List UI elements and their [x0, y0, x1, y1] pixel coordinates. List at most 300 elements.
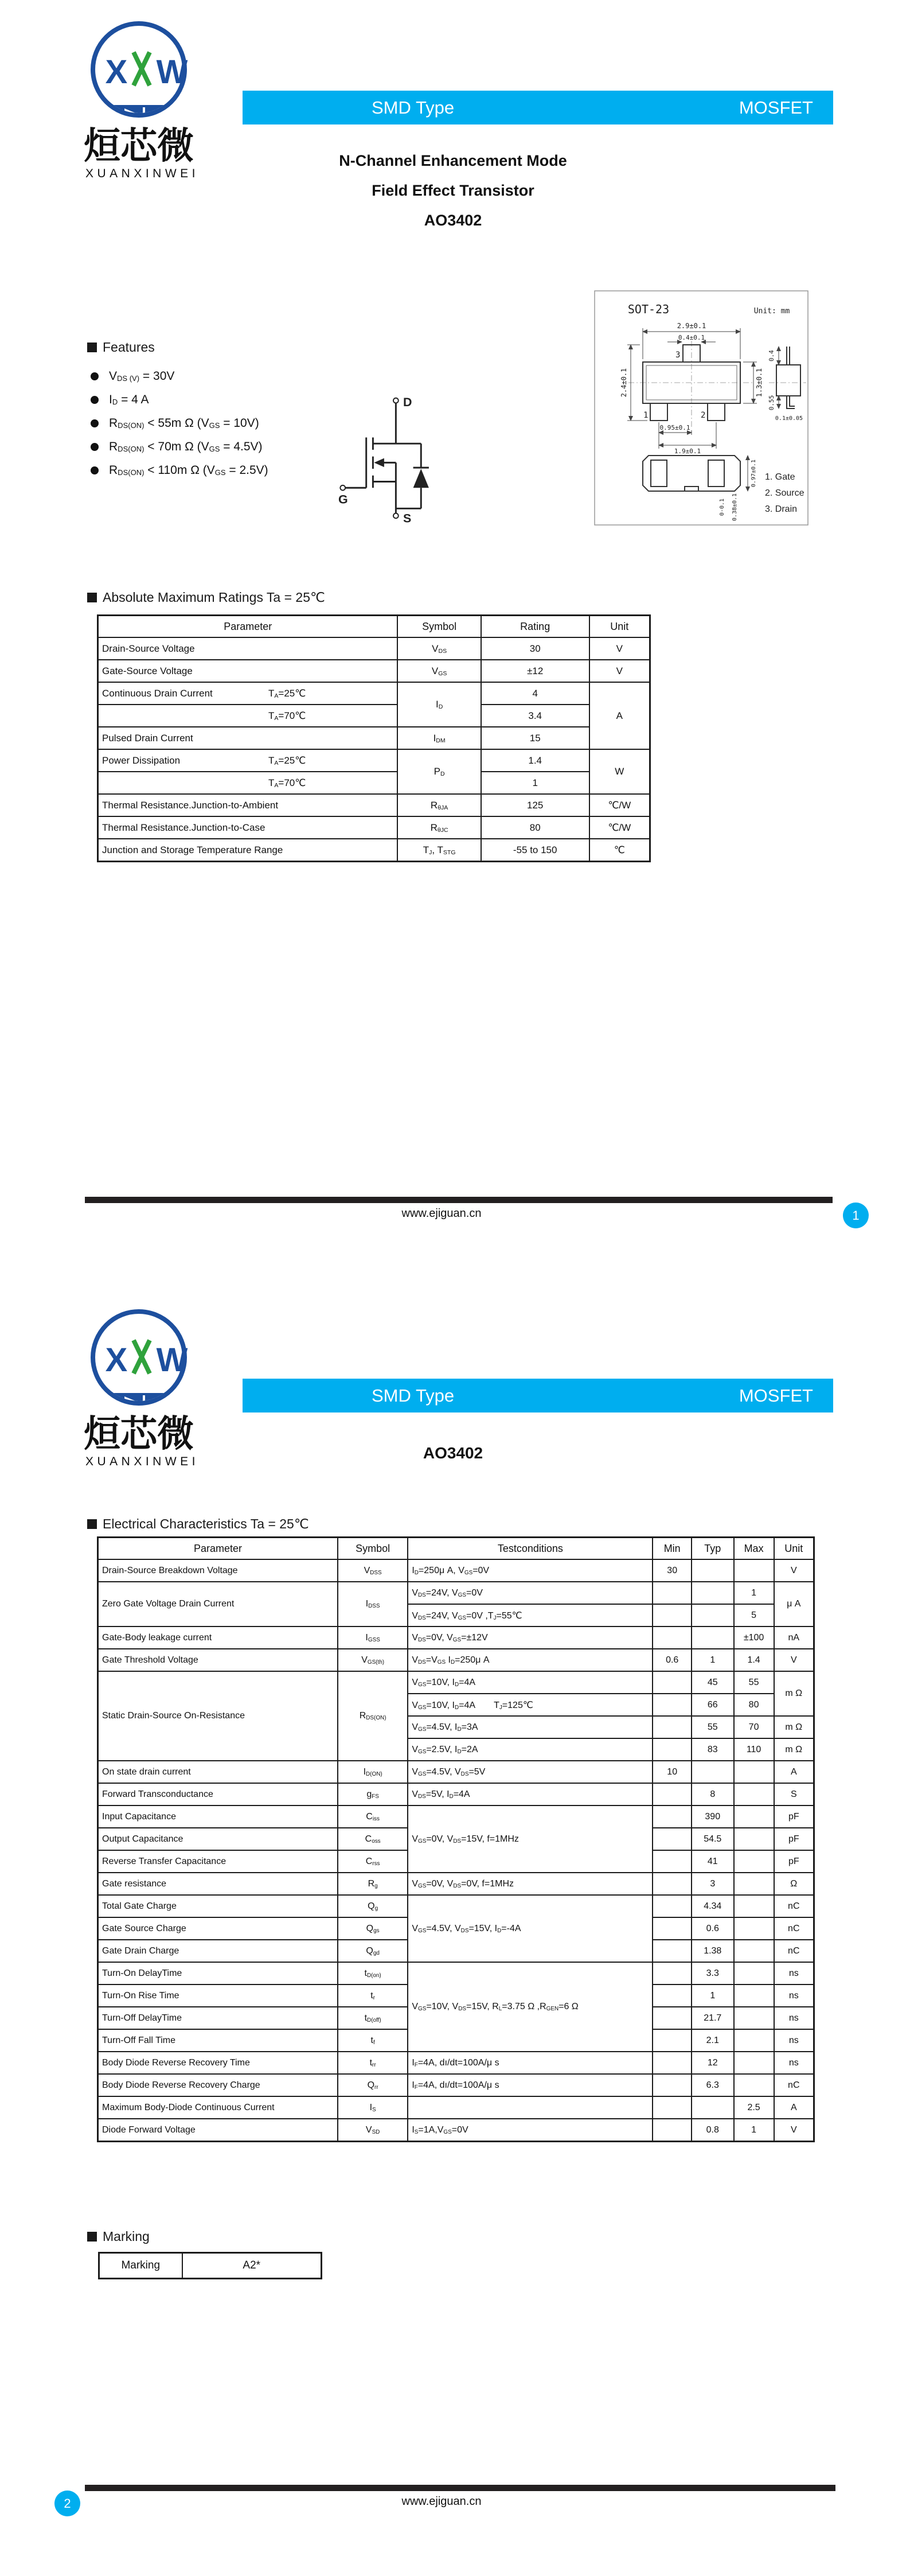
- table-row: [98, 1761, 814, 1783]
- company-logo: [54, 19, 224, 182]
- title-line-2: Field Effect Transistor: [372, 182, 534, 199]
- table-cell: 1.4: [481, 749, 589, 772]
- table-cell: $Q_g$: [338, 1895, 408, 1917]
- feature-text: $V_{DS (V)} = 30V$: [109, 369, 175, 383]
- table-cell: $I_{DSS}$: [338, 1582, 408, 1626]
- header-banner: [243, 91, 833, 124]
- footer-url[interactable]: www.ejiguan.cn: [401, 2495, 482, 2508]
- table-cell: [653, 1940, 691, 1962]
- table-row: [98, 2096, 814, 2119]
- table-cell: Continuous Drain Current $T_A=25℃$: [98, 682, 398, 705]
- logo-letter-x1: X: [105, 1341, 128, 1379]
- dim-standoff: 0.38±0.1: [732, 493, 738, 522]
- dim-body-height: 1.3±0.1: [755, 368, 763, 398]
- table-cell: $I_{DM}$: [397, 727, 481, 749]
- table-cell: $V_{DS}=5V$, $I_D=4A$: [408, 1783, 653, 1805]
- table-row: [98, 2052, 814, 2074]
- table-cell: $g_{FS}$: [338, 1783, 408, 1805]
- table-cell: ns: [774, 2007, 814, 2029]
- table-cell: pF: [774, 1805, 814, 1828]
- table-cell: 21.7: [692, 2007, 734, 2029]
- table-cell: Gate Drain Charge: [98, 1940, 338, 1962]
- table-cell: [653, 1917, 691, 1940]
- marking-heading-label: Marking: [103, 2229, 150, 2244]
- table-cell: V: [774, 1649, 814, 1671]
- table-cell: Gate Threshold Voltage: [98, 1649, 338, 1671]
- table-cell: $t_r$: [338, 1984, 408, 2007]
- table-cell: ns: [774, 1984, 814, 2007]
- package-name: SOT-23: [627, 302, 670, 316]
- logo-letter-w: W: [156, 53, 188, 91]
- dim-span: 1.9±0.1: [674, 448, 701, 455]
- package-drawing: [594, 290, 809, 526]
- table-cell: 1: [734, 2119, 774, 2142]
- brand-chinese-name: 烜芯微: [84, 125, 194, 166]
- dim-height: 0.97±0.1: [751, 459, 757, 488]
- table-cell: $T_J$, $T_{STG}$: [397, 839, 481, 862]
- table-cell: $C_{iss}$: [338, 1805, 408, 1828]
- table-cell: Drain-Source Breakdown Voltage: [98, 1559, 338, 1582]
- table-cell: 70: [734, 1716, 774, 1738]
- table-cell: 2.5: [734, 2096, 774, 2119]
- table-cell: [653, 1716, 691, 1738]
- table-cell: m Ω: [774, 1738, 814, 1761]
- dim-lead-thickness: 0.1±0.05: [775, 415, 803, 422]
- table-cell: $R_{DS(ON)}$: [338, 1671, 408, 1761]
- legend-gate: 1. Gate: [765, 472, 795, 482]
- table-cell: [734, 1917, 774, 1940]
- feature-text: $R_{DS(ON)} < 110m$ Ω $(V_{GS} = 2.5V)$: [109, 463, 268, 477]
- table-cell: [734, 1559, 774, 1582]
- table-cell: $V_{GS}=2.5V$, $I_D=2A$: [408, 1738, 653, 1761]
- marking-value-cell: A2*: [182, 2253, 322, 2279]
- features-heading-label: Features: [103, 340, 155, 355]
- banner-left-label: SMD Type: [372, 1385, 455, 1406]
- table-cell: 1: [481, 772, 589, 794]
- column-header: Unit: [589, 616, 650, 638]
- features-heading: [87, 340, 334, 355]
- feature-item: [87, 364, 334, 388]
- table-cell: $I_D$: [397, 682, 481, 727]
- pin3-number: 3: [675, 351, 681, 360]
- table-cell: [653, 2029, 691, 2052]
- table-cell: 390: [692, 1805, 734, 1828]
- table-cell: nC: [774, 1940, 814, 1962]
- table-cell: $V_{GS}=4.5V$, $V_{DS}=15V$, $I_D=-4A$: [408, 1895, 653, 1962]
- table-cell: [734, 1895, 774, 1917]
- title-block: [252, 153, 654, 229]
- table-cell: $V_{SD}$: [338, 2119, 408, 2142]
- table-cell: 12: [692, 2052, 734, 2074]
- table-cell: Maximum Body-Diode Continuous Current: [98, 2096, 338, 2119]
- table-cell: $V_{GS}=4.5V$, $V_{DS}=5V$: [408, 1761, 653, 1783]
- table-cell: ℃: [589, 839, 650, 862]
- abs-max-table-grid: [97, 614, 651, 862]
- table-cell: 3.4: [481, 705, 589, 727]
- table-row: [98, 1895, 814, 1917]
- gate-arrow-icon: [374, 458, 384, 468]
- table-cell: Turn-Off DelayTime: [98, 2007, 338, 2029]
- table-cell: $V_{DS}=V_{GS}$ $I_D=250\mu$ A: [408, 1649, 653, 1671]
- column-header: Parameter: [98, 616, 398, 638]
- table-cell: [653, 2052, 691, 2074]
- table-cell: A: [774, 1761, 814, 1783]
- table-cell: $V_{DS}$: [397, 637, 481, 660]
- table-cell: $T_A=70℃$: [98, 772, 398, 794]
- table-cell: [734, 1962, 774, 1984]
- table-cell: $V_{DS}=24V$, $V_{GS}=0V$ $,T_J=55℃$: [408, 1604, 653, 1626]
- table-cell: 0.8: [692, 2119, 734, 2142]
- table-cell: $Q_{gs}$: [338, 1917, 408, 1940]
- elec-heading: [87, 1516, 309, 1532]
- table-cell: Input Capacitance: [98, 1805, 338, 1828]
- elec-table: [97, 1536, 815, 2142]
- page-2: [0, 1288, 910, 2576]
- table-cell: [653, 1694, 691, 1716]
- table-cell: 15: [481, 727, 589, 749]
- section-square-icon: [87, 593, 97, 602]
- table-cell: $I_{D(ON)}$: [338, 1761, 408, 1783]
- table-cell: 80: [481, 816, 589, 839]
- source-label: S: [403, 511, 412, 526]
- table-row: [98, 682, 650, 705]
- banner-right-label: MOSFET: [739, 1385, 813, 1406]
- table-row: [98, 1671, 814, 1694]
- table-cell: 5: [734, 1604, 774, 1626]
- table-cell: ns: [774, 1962, 814, 1984]
- table-cell: [653, 1582, 691, 1604]
- table-cell: [653, 1873, 691, 1895]
- dim-overall-height: 2.4±0.1: [620, 368, 628, 398]
- table-row: [98, 2119, 814, 2142]
- table-cell: $P_D$: [397, 749, 481, 794]
- table-cell: m Ω: [774, 1716, 814, 1738]
- feature-item: [87, 411, 334, 435]
- table-cell: [734, 1783, 774, 1805]
- title-line-1: N-Channel Enhancement Mode: [339, 152, 567, 169]
- table-cell: [734, 2074, 774, 2096]
- pin1-number: 1: [643, 411, 649, 420]
- table-cell: $V_{GS}=10V$, $I_D=4A$: [408, 1671, 653, 1694]
- table-cell: [692, 1626, 734, 1649]
- table-row: [98, 727, 650, 749]
- table-row: [98, 839, 650, 862]
- marking-table: [98, 2252, 322, 2279]
- table-cell: $T_A=70℃$: [98, 705, 398, 727]
- table-cell: Body Diode Reverse Recovery Time: [98, 2052, 338, 2074]
- table-row: [98, 1962, 814, 1984]
- table-cell: m Ω: [774, 1671, 814, 1716]
- column-header: Rating: [481, 616, 589, 638]
- table-row: [98, 1649, 814, 1671]
- table-cell: $t_{rr}$: [338, 2052, 408, 2074]
- table-cell: $t_{D(on)}$: [338, 1962, 408, 1984]
- table-cell: 110: [734, 1738, 774, 1761]
- abs-max-table: [97, 614, 651, 862]
- legend-drain: 3. Drain: [765, 504, 798, 514]
- table-row: [98, 1559, 814, 1582]
- table-cell: Forward Transconductance: [98, 1783, 338, 1805]
- table-cell: 8: [692, 1783, 734, 1805]
- table-cell: V: [589, 637, 650, 660]
- table-cell: $I_F=4A$, dı/dt=100A/μ s: [408, 2074, 653, 2096]
- table-cell: 2.1: [692, 2029, 734, 2052]
- table-cell: 55: [692, 1716, 734, 1738]
- table-cell: nC: [774, 1917, 814, 1940]
- table-cell: pF: [774, 1850, 814, 1873]
- table-cell: Power Dissipation $T_A=25℃$: [98, 749, 398, 772]
- table-cell: [408, 2096, 653, 2119]
- table-cell: 10: [653, 1761, 691, 1783]
- table-cell: [653, 1738, 691, 1761]
- brand-english-name: XUANXINWEI: [85, 167, 200, 180]
- dim-lead-bottom: 0.55: [768, 395, 775, 411]
- table-cell: [734, 1873, 774, 1895]
- feature-text: $R_{DS(ON)} < 70m$ Ω $(V_{GS} = 4.5V)$: [109, 439, 263, 453]
- table-cell: V: [774, 2119, 814, 2142]
- table-cell: $Q_{gd}$: [338, 1940, 408, 1962]
- table-cell: [692, 2096, 734, 2119]
- table-cell: 83: [692, 1738, 734, 1761]
- table-cell: $V_{DS}=0V$, $V_{GS}=\pm 12V$: [408, 1626, 653, 1649]
- table-cell: 0.6: [653, 1649, 691, 1671]
- table-cell: ℃/W: [589, 816, 650, 839]
- table-cell: Junction and Storage Temperature Range: [98, 839, 398, 862]
- table-cell: $V_{GS}=10V$, $I_D=4A$ $T_J=125℃$: [408, 1694, 653, 1716]
- table-cell: 30: [653, 1559, 691, 1582]
- feature-item: [87, 388, 334, 411]
- marking-label-cell: Marking: [99, 2253, 182, 2279]
- table-cell: [653, 1895, 691, 1917]
- page-number: 1: [852, 1208, 860, 1223]
- mosfet-symbol-icon: [337, 394, 449, 526]
- table-cell: $I_S$: [338, 2096, 408, 2119]
- table-cell: [692, 1604, 734, 1626]
- table-cell: 1: [734, 1582, 774, 1604]
- table-cell: nC: [774, 2074, 814, 2096]
- column-header: Symbol: [397, 616, 481, 638]
- marking-heading: [87, 2229, 150, 2244]
- table-cell: [734, 2007, 774, 2029]
- table-cell: 4.34: [692, 1895, 734, 1917]
- abs-max-heading: [87, 590, 325, 605]
- table-cell: 80: [734, 1694, 774, 1716]
- table-cell: A: [589, 682, 650, 749]
- page-number-badge: [843, 1203, 869, 1228]
- table-cell: Drain-Source Voltage: [98, 637, 398, 660]
- table-cell: [653, 1671, 691, 1694]
- dim-body-width: 2.9±0.1: [677, 322, 706, 330]
- table-row: [98, 816, 650, 839]
- table-cell: $R_{\theta JC}$: [397, 816, 481, 839]
- footer-url[interactable]: www.ejiguan.cn: [401, 1207, 482, 1220]
- table-cell: ±100: [734, 1626, 774, 1649]
- table-cell: $C_{rss}$: [338, 1850, 408, 1873]
- feature-item: [87, 435, 334, 458]
- part-number: AO3402: [423, 1444, 483, 1462]
- column-header: Min: [653, 1538, 691, 1560]
- table-cell: 0.6: [692, 1917, 734, 1940]
- elec-heading-label: Electrical Characteristics Ta = 25℃: [103, 1516, 309, 1531]
- table-cell: $V_{GS}=10V$, $V_{DS}=15V$, $R_L=3.75$ Ω $,R_{GEN}=6$ Ω: [408, 1962, 653, 2052]
- table-cell: $C_{oss}$: [338, 1828, 408, 1850]
- table-cell: Thermal Resistance.Junction-to-Ambient: [98, 794, 398, 816]
- features-list: [87, 364, 334, 482]
- table-cell: ns: [774, 2052, 814, 2074]
- column-header: Max: [734, 1538, 774, 1560]
- table-row: [98, 1805, 814, 1828]
- bullet-icon: [91, 396, 99, 404]
- part-number: AO3402: [424, 212, 482, 229]
- table-cell: nA: [774, 1626, 814, 1649]
- table-cell: [653, 1962, 691, 1984]
- table-cell: $V_{GS}$: [397, 660, 481, 682]
- company-logo: [54, 1307, 224, 1470]
- body-diode-icon: [413, 469, 429, 488]
- table-cell: 45: [692, 1671, 734, 1694]
- table-cell: [653, 1984, 691, 2007]
- table-cell: 3: [692, 1873, 734, 1895]
- table-cell: Zero Gate Voltage Drain Current: [98, 1582, 338, 1626]
- legend-source: 2. Source: [765, 488, 804, 498]
- column-header: Parameter: [98, 1538, 338, 1560]
- elec-table-grid: [97, 1536, 815, 2142]
- bullet-icon: [91, 466, 99, 474]
- table-cell: 66: [692, 1694, 734, 1716]
- table-cell: Turn-On Rise Time: [98, 1984, 338, 2007]
- brand-english-name: XUANXINWEI: [85, 1455, 200, 1468]
- drain-label: D: [403, 395, 412, 409]
- table-row: [98, 660, 650, 682]
- table-cell: ±12: [481, 660, 589, 682]
- table-cell: pF: [774, 1828, 814, 1850]
- footer-rule: [85, 1197, 833, 1203]
- table-cell: -55 to 150: [481, 839, 589, 862]
- feature-item: [87, 458, 334, 482]
- table-row: [98, 1626, 814, 1649]
- table-cell: 1.38: [692, 1940, 734, 1962]
- table-cell: [734, 1940, 774, 1962]
- table-cell: [653, 1850, 691, 1873]
- table-cell: V: [589, 660, 650, 682]
- brand-chinese-name: 烜芯微: [84, 1413, 194, 1454]
- table-cell: 41: [692, 1850, 734, 1873]
- page-number: 2: [64, 2496, 71, 2511]
- table-cell: V: [774, 1559, 814, 1582]
- dim-pitch: 0.95±0.1: [659, 424, 690, 431]
- table-cell: 125: [481, 794, 589, 816]
- logo-letter-w: W: [156, 1341, 188, 1379]
- table-cell: $R_g$: [338, 1873, 408, 1895]
- bullet-icon: [91, 372, 99, 380]
- table-cell: $Q_{rr}$: [338, 2074, 408, 2096]
- table-cell: 1: [692, 1984, 734, 2007]
- feature-text: $I_D = 4$ A: [109, 392, 149, 406]
- table-cell: [653, 1828, 691, 1850]
- table-cell: 55: [734, 1671, 774, 1694]
- column-header: Typ: [692, 1538, 734, 1560]
- table-row: [98, 1582, 814, 1604]
- section-square-icon: [87, 343, 97, 352]
- table-cell: $V_{GS}=4.5V$, $I_D=3A$: [408, 1716, 653, 1738]
- table-cell: [653, 2096, 691, 2119]
- table-row: [98, 705, 650, 727]
- footer-rule: [85, 2485, 835, 2491]
- table-cell: [653, 1604, 691, 1626]
- table-cell: [653, 1626, 691, 1649]
- table-cell: $I_F=4A$, dı/dt=100A/μ s: [408, 2052, 653, 2074]
- table-cell: [653, 2119, 691, 2142]
- table-row: [98, 749, 650, 772]
- table-cell: Turn-On DelayTime: [98, 1962, 338, 1984]
- table-cell: 4: [481, 682, 589, 705]
- table-cell: [653, 1805, 691, 1828]
- table-row: [98, 1873, 814, 1895]
- table-cell: [734, 1984, 774, 2007]
- dim-pin-width: 0.4±0.1: [678, 334, 705, 341]
- table-cell: Reverse Transfer Capacitance: [98, 1850, 338, 1873]
- table-cell: S: [774, 1783, 814, 1805]
- table-cell: Pulsed Drain Current: [98, 727, 398, 749]
- table-cell: $I_{GSS}$: [338, 1626, 408, 1649]
- table-cell: W: [589, 749, 650, 794]
- table-cell: $I_D=250\mu$ A, $V_{GS}=0V$: [408, 1559, 653, 1582]
- table-cell: 30: [481, 637, 589, 660]
- table-cell: On state drain current: [98, 1761, 338, 1783]
- column-header: Testconditions: [408, 1538, 653, 1560]
- banner-right-label: MOSFET: [739, 97, 813, 118]
- table-cell: [692, 1582, 734, 1604]
- table-cell: 1: [692, 1649, 734, 1671]
- table-cell: Gate-Source Voltage: [98, 660, 398, 682]
- table-cell: Diode Forward Voltage: [98, 2119, 338, 2142]
- section-square-icon: [87, 1519, 97, 1529]
- table-cell: [653, 2007, 691, 2029]
- table-cell: Body Diode Reverse Recovery Charge: [98, 2074, 338, 2096]
- table-row: [98, 772, 650, 794]
- table-cell: [653, 2074, 691, 2096]
- table-row: [98, 637, 650, 660]
- features-section: [87, 340, 334, 482]
- table-cell: μ A: [774, 1582, 814, 1626]
- pin2-number: 2: [701, 411, 706, 420]
- table-cell: Gate resistance: [98, 1873, 338, 1895]
- table-cell: $t_{D(off)}$: [338, 2007, 408, 2029]
- table-cell: A: [774, 2096, 814, 2119]
- gate-label: G: [338, 492, 348, 507]
- bullet-icon: [91, 419, 99, 427]
- package-unit: Unit: mm: [753, 307, 790, 316]
- table-cell: [734, 1761, 774, 1783]
- dim-lead-top: 0.4: [768, 350, 775, 361]
- table-cell: ℃/W: [589, 794, 650, 816]
- banner-left-label: SMD Type: [372, 97, 455, 118]
- table-cell: $I_S=1A,V_{GS}=0V$: [408, 2119, 653, 2142]
- table-cell: Output Capacitance: [98, 1828, 338, 1850]
- table-cell: $t_f$: [338, 2029, 408, 2052]
- header-banner: [243, 1379, 833, 1412]
- table-cell: [734, 1828, 774, 1850]
- table-cell: nC: [774, 1895, 814, 1917]
- table-cell: Gate Source Charge: [98, 1917, 338, 1940]
- table-cell: [734, 1850, 774, 1873]
- table-cell: $V_{GS}=0V$, $V_{DS}=15V$, f=1MHz: [408, 1805, 653, 1873]
- table-cell: [734, 2052, 774, 2074]
- table-cell: 3.3: [692, 1962, 734, 1984]
- table-cell: $V_{GS}=0V$, $V_{DS}=0V$, f=1MHz: [408, 1873, 653, 1895]
- table-cell: [734, 2029, 774, 2052]
- column-header: Symbol: [338, 1538, 408, 1560]
